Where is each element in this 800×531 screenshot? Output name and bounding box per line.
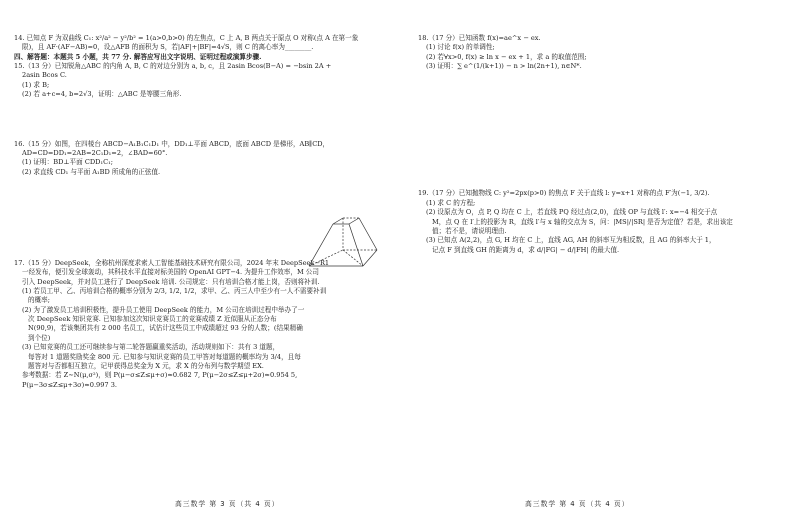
q18-part3: (3) 证明：∑ e^(1/(k+1)) − n > ln(2n+1), n∈N*. <box>426 62 582 71</box>
q17-part2-line2: 次 DeepSeek 知识竞赛. 已知参加这次知识竞赛员工的竞赛成绩 Z 近似服从正态分布 <box>28 315 277 324</box>
q14-line2: 限)，且 AF·(AF−AB)=0，设△AFB 的面积为 S，若|AF|+|BF|=4√S，则 C 的离心率为________. <box>22 43 314 52</box>
q15-line2: 2asin Bcos C. <box>22 71 67 80</box>
q19-part1: (1) 求 C 的方程; <box>426 198 476 207</box>
q17-part2: (2) 为了激发员工培训积极性，提升员工使用 DeepSeek 的能力，M 公司在培训过程中举办了一 <box>22 305 305 314</box>
q18-part2: (2) 若∀x>0, f(x) ≥ ln x − ex + 1，求 a 的取值范围; <box>426 52 587 61</box>
q19-part3: (3) 已知点 A(2,2)，点 G, H 均在 C 上，直线 AG, AH 的斜率互为相反数，且 AG 的斜率大于 1， <box>426 236 716 245</box>
q18-part1: (1) 讨论 f(x) 的单调性; <box>426 43 495 52</box>
q19-part2-line3: 值；若不是，请说明理由. <box>432 226 507 235</box>
q17-part2-line3: N(90,9)，若该集团共有 2 000 名员工，试估计这些员工中成绩超过 93 分的人数；(结果精确 <box>28 324 303 333</box>
q15-line1: 15.（13 分）已知锐角△ABC 的内角 A, B, C 的对边分别为 a, b, c，且 2asin Bcos(B−A) = −bsin 2A + <box>14 62 332 71</box>
q17-part3-line3: 题答对与否都相互独立，记甲获得总奖金为 X 元，求 X 的分布列与数学期望 EX. <box>28 361 264 370</box>
frustum-figure <box>303 210 383 274</box>
footer-page-4: 高三数学 第 4 页（共 4 页） <box>525 500 630 508</box>
q17-reference-data-2: P(μ−3σ≤Z≤μ+3σ)≈0.997 3. <box>22 380 118 389</box>
footer-page-3: 高三数学 第 3 页（共 4 页） <box>175 500 280 508</box>
q15-part1: (1) 求 B; <box>22 80 50 89</box>
q17-line3: 引入 DeepSeek，并对员工进行了 DeepSeek 培训. 公司规定：只有培训合格才能上岗，否则将补训. <box>22 277 320 286</box>
q17-line1: 17.（15 分）DeepSeek，全称杭州深度求索人工智能基础技术研究有限公司，2024 年末 DeepSeek−R1 <box>14 258 330 267</box>
q16-line2: AD=CD=DD₁=2AB=2C₁D₁=2，∠BAD=60°. <box>22 148 168 157</box>
q16-part1: (1) 证明：BD⊥平面 CDD₁C₁; <box>22 158 114 167</box>
q17-line2: 一经发布，便引发全球轰动，其科技水平直接对标美国的 OpenAI GPT−4. 为提升工作效率，M 公司 <box>22 268 319 277</box>
q17-part1-cont: 的概率; <box>28 296 51 305</box>
q16-line1: 16.（15 分）如图，在四棱台 ABCD−A₁B₁C₁D₁ 中，DD₁⊥平面 ABCD，底面 ABCD 是梯形，AB∥CD， <box>14 139 330 148</box>
q19-part3-line2: 记点 F 到直线 GH 的距离为 d，求 d/|FG| − d/|FH| 的最大值. <box>432 245 620 254</box>
q17-reference-data: 参考数据：若 Z∼N(μ,σ²)，则 P(μ−σ≤Z≤μ+σ)≈0.682 7, P(μ−2σ≤Z≤μ+2σ)≈0.954 5, <box>22 371 298 380</box>
q14-line1: 14. 已知点 F 为双曲线 C₁: x²/a² − y²/b² = 1(a>0,b>0) 的左焦点，C 上 A, B 两点关于原点 O 对称(点 A 在第一象 <box>14 34 359 42</box>
q19-part2: (2) 设原点为 O，点 P, Q 均在 C 上，若直线 PQ 经过点(2,0)，直线 OP 与直线 l′: x=−4 相交于点 <box>426 208 718 217</box>
q17-part3-line2: 每答对 1 道题奖励奖金 800 元. 已知参与知识竞赛的员工甲答对每道题的概率均为 3/4，且每 <box>28 352 301 361</box>
section-heading: 四、解答题：本题共 5 小题，共 77 分. 解答应写出文字说明、证明过程或演算步骤. <box>14 52 262 61</box>
q19-part2-line2: M，点 Q 在 l′上的投影为 R，直线 l′与 x 轴的交点为 S，问：|MS|/|SR| 是否为定值？若是，求出该定 <box>432 217 733 226</box>
q15-part2: (2) 若 a+c=4, b=2√3，证明：△ABC 是等腰三角形. <box>22 90 182 99</box>
q17-part2-line4: 到个位) <box>28 333 51 342</box>
q17-part1: (1) 若员工甲、乙、丙培训合格的概率分别为 2/3, 1/2, 1/2，求甲、乙、丙三人中至少有一人不需要补训 <box>22 287 327 296</box>
q16-part2: (2) 求直线 CD₁ 与平面 A₁BD 所成角的正弦值. <box>22 167 161 176</box>
right-page <box>418 34 790 255</box>
q17-part3: (3) 已知竞赛的员工还可继续参与第二轮答题赢重奖活动，活动规则如下：共有 3 道题， <box>22 343 280 352</box>
q18-line1: 18.（17 分）已知函数 f(x)=ae^x − ex. <box>418 34 541 42</box>
q19-line1: 19.（17 分）已知抛物线 C: y²=2px(p>0) 的焦点 F 关于直线 l: y=x+1 对称的点 F′为(−1, 3/2). <box>418 189 710 198</box>
